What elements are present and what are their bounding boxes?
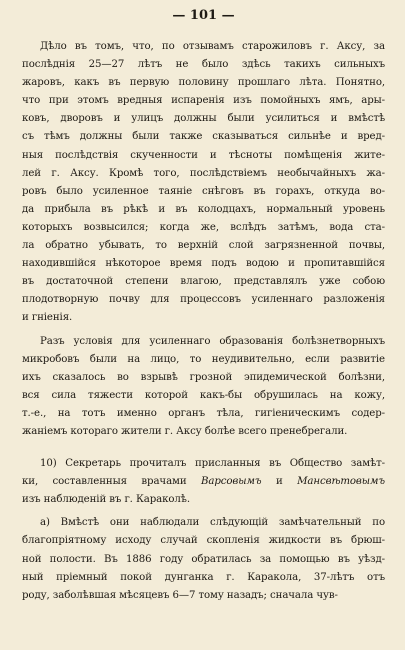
text-line: микробовъ были на лицо, то неудивительно, если развитіе [22,353,385,365]
paragraph-4 [22,514,385,604]
text-line: находившійся нѣкоторое время подъ водою и пропитавшійся [22,258,385,270]
page-number: — 101 — [172,8,235,23]
text-line: ла обратно убывать, то верхній слой загрязненной почвы, [22,240,385,252]
text-line: жаровъ, какъ въ первую половину прошлаго лѣта. Понятно, [22,77,385,89]
text-line: Разъ условія для усиленнаго образованія болѣзнетворныхъ [40,335,385,347]
text-line: что при этомъ вредныя испаренія изъ помойныхъ ямъ, ары- [22,95,385,107]
text-line: съ тѣмъ должны были также сказываться сильнѣе и вред- [22,131,385,143]
paragraph-gap [22,441,385,455]
text-line: которыхъ возвысился; когда же, вслѣдъ затѣмъ, вода ста- [22,221,385,233]
text-line: въ достаточной степени влагою, представлялъ уже собою [22,276,385,288]
text-line: лей г. Аксу. Кромѣ того, послѣдствіемъ необычайныхъ жа- [22,167,385,179]
text-line: т.-е., на тотъ именно органъ тѣла, гигіеническимъ содер- [22,407,385,419]
text-line: ровъ было усиленное таяніе снѣговъ въ горахъ, откуда во- [22,185,385,197]
text-line: жаніемъ котораго жители г. Аксу болѣе всего пренебрегали. [22,425,348,437]
text-line: ныя послѣдствія скученности и тѣсноты помѣщенія жите- [22,149,385,161]
text-line: изъ наблюденій въ г. Караколѣ. [22,494,190,506]
text-line: 10) Секретарь прочиталъ присланныя въ Общество замѣт- [40,458,385,470]
paragraph-2 [22,333,385,442]
text-line: Дѣло въ томъ, что, по отзывамъ старожиловъ г. Аксу, за [40,41,385,52]
text-line: послѣднія 25—27 лѣтъ не было здѣсь такихъ сильныхъ [22,59,385,71]
text-line: ной полости. Въ 1886 году обратилась за помощью въ уѣзд- [22,553,385,565]
text-line: да прибыла въ рѣкѣ и въ колодцахъ, нормальный уровень [22,203,385,215]
text-line: плодотворную почву для процессовъ усиленнаго разложенія [22,294,385,306]
text-line: ный пріемный покой дунганка г. Каракола, 37-лѣтъ отъ [22,571,385,583]
text-line: ихъ сказалось во взрывѣ грозной эпидемической болѣзни, [22,371,385,383]
text-line: благопріятному исходу случай скопленія жидкости въ брюш- [22,535,385,547]
paragraph-1 [22,38,385,328]
text-line: ки, составленныя врачами Варсовымъ и Мансвѣтовымъ [22,476,385,488]
paragraph-3 [22,455,385,509]
text-line: вся сила тяжести которой какъ-бы обрушилась на кожу, [22,389,385,401]
text-line: и гніенія. [22,312,73,324]
text-line: а) Вмѣстѣ они наблюдали слѣдующій замѣчательный по [40,517,385,529]
text-line: ковъ, дворовъ и улицъ должны были усилиться и вмѣстѣ [22,113,385,125]
text-line: роду, заболѣвшая мѣсяцевъ 6—7 тому назадъ; сначала чув- [22,589,338,601]
